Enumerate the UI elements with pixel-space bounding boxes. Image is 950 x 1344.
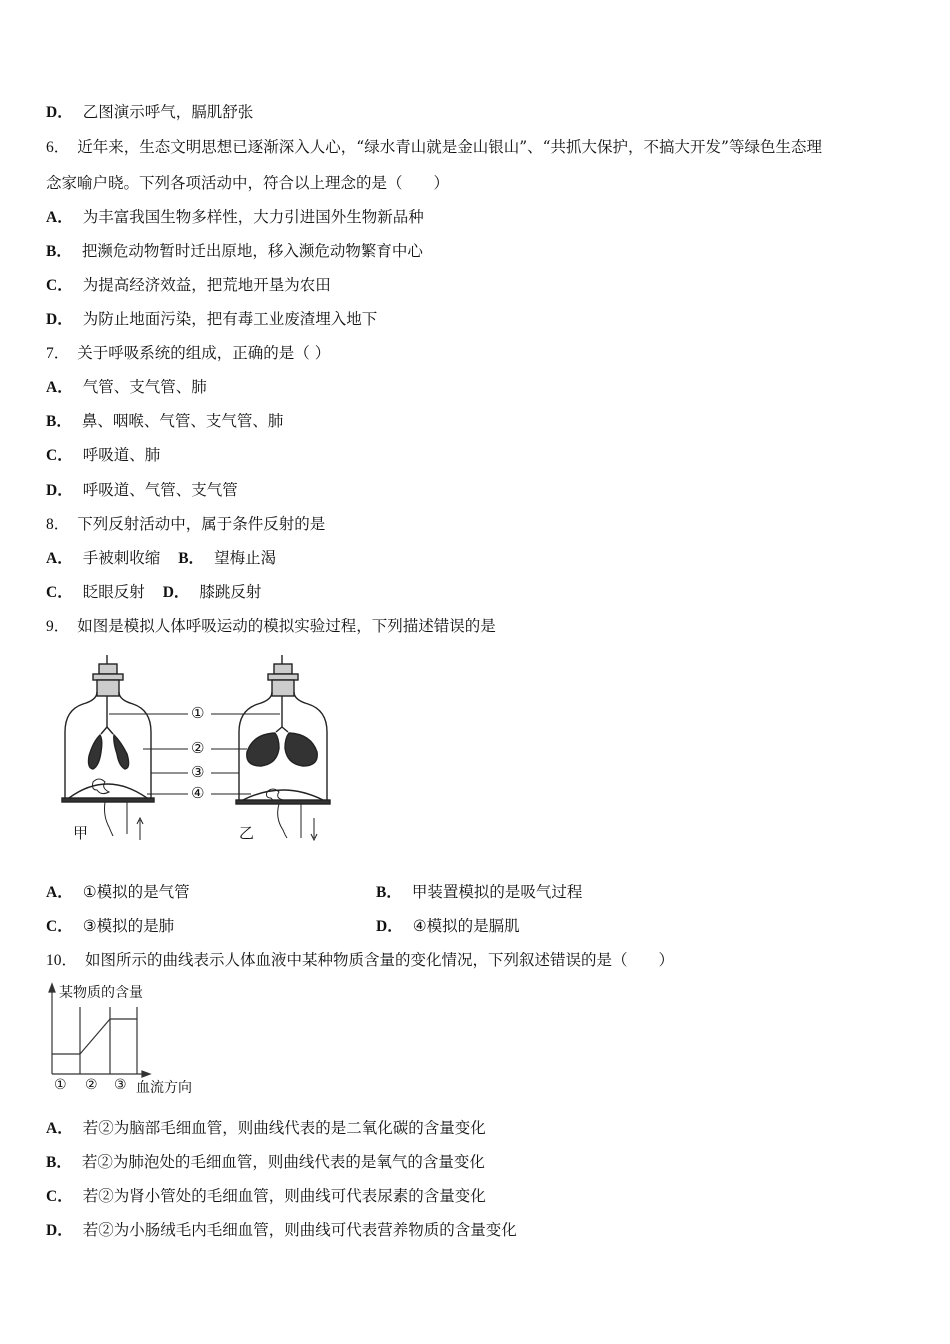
q7-option-b bbox=[46, 411, 283, 432]
option-text: 呼吸道、肺 bbox=[82, 446, 161, 464]
option-text: 眨眼反射 bbox=[82, 583, 145, 601]
label-jia: 甲 bbox=[73, 824, 89, 842]
q6-option-a bbox=[46, 207, 424, 228]
content-graph bbox=[44, 980, 214, 1100]
marker-4: ④ bbox=[191, 784, 205, 802]
q6-option-b bbox=[46, 241, 423, 262]
question-stem-cont: 念家喻户晓。下列各项活动中，符合以上理念的是（ ） bbox=[46, 174, 450, 192]
option-text: 甲装置模拟的是吸气过程 bbox=[411, 883, 583, 901]
q7-option-c bbox=[46, 445, 160, 466]
segment-1: ① bbox=[54, 1077, 67, 1093]
q6-stem-line2 bbox=[46, 173, 449, 193]
marker-3: ③ bbox=[191, 763, 205, 781]
q10-option-b bbox=[46, 1152, 485, 1173]
q6-option-c bbox=[46, 275, 331, 296]
option-text: ④模拟的是膈肌 bbox=[412, 917, 520, 935]
marker-1: ① bbox=[191, 704, 205, 722]
option-letter: D． bbox=[46, 1222, 73, 1239]
option-text: 若②为小肠绒毛内毛细血管，则曲线可代表营养物质的含量变化 bbox=[82, 1221, 517, 1239]
option-letter: A． bbox=[46, 550, 73, 567]
option-text: 鼻、咽喉、气管、支气管、肺 bbox=[81, 412, 284, 430]
segment-2: ② bbox=[85, 1077, 98, 1093]
option-letter: C． bbox=[46, 584, 73, 601]
q10-stem bbox=[46, 950, 674, 971]
option-letter: B． bbox=[46, 413, 72, 430]
option-text: ①模拟的是气管 bbox=[82, 883, 190, 901]
q10-option-c bbox=[46, 1186, 486, 1207]
bell-jar-figure bbox=[55, 652, 345, 852]
question-stem: 下列反射活动中，属于条件反射的是 bbox=[77, 515, 326, 533]
option-letter: C． bbox=[46, 1188, 73, 1205]
label-yi: 乙 bbox=[239, 824, 255, 842]
graph-y-label: 某物质的含量 bbox=[59, 985, 143, 1001]
q6-stem-line1 bbox=[46, 137, 822, 158]
option-text: 为防止地面污染，把有毒工业废渣埋入地下 bbox=[82, 310, 378, 328]
option-text: 把濒危动物暂时迁出原地，移入濒危动物繁育中心 bbox=[81, 242, 423, 260]
option-text: 为丰富我国生物多样性，大力引进国外生物新品种 bbox=[82, 208, 424, 226]
q10-option-a bbox=[46, 1118, 486, 1139]
option-letter: B． bbox=[178, 550, 205, 567]
option-letter: D． bbox=[376, 918, 403, 935]
q8-options-row1 bbox=[46, 548, 276, 569]
option-letter: C． bbox=[46, 918, 73, 935]
marker-2: ② bbox=[191, 739, 205, 757]
question-number: 9． bbox=[46, 618, 70, 635]
q7-option-d bbox=[46, 480, 238, 501]
option-letter: D． bbox=[46, 104, 73, 121]
option-text: 望梅止渴 bbox=[214, 549, 277, 567]
q6-option-d bbox=[46, 309, 377, 330]
option-text: 若②为肾小管处的毛细血管，则曲线可代表尿素的含量变化 bbox=[82, 1187, 486, 1205]
option-letter: A． bbox=[46, 209, 73, 226]
option-letter: B． bbox=[376, 884, 402, 901]
q9-option-d bbox=[376, 916, 520, 937]
question-stem: 如图是模拟人体呼吸运动的模拟实验过程，下列描述错误的是 bbox=[77, 617, 496, 635]
question-stem: 关于呼吸系统的组成，正确的是（ ） bbox=[77, 344, 331, 362]
q7-stem bbox=[46, 343, 330, 364]
option-text: 若②为肺泡处的毛细血管，则曲线代表的是氧气的含量变化 bbox=[81, 1153, 485, 1171]
segment-3: ③ bbox=[114, 1077, 127, 1093]
question-number: 10． bbox=[46, 952, 78, 969]
option-text: 膝跳反射 bbox=[199, 583, 262, 601]
question-number: 7． bbox=[46, 345, 70, 362]
q10-option-d bbox=[46, 1220, 517, 1241]
option-letter: B． bbox=[46, 1154, 72, 1171]
q9-option-c bbox=[46, 916, 174, 937]
option-text: 乙图演示呼气，膈肌舒张 bbox=[82, 103, 254, 121]
option-text: 为提高经济效益，把荒地开垦为农田 bbox=[82, 276, 331, 294]
option-text: ③模拟的是肺 bbox=[82, 917, 175, 935]
option-letter: A． bbox=[46, 379, 73, 396]
option-letter: D． bbox=[46, 482, 73, 499]
option-letter: A． bbox=[46, 884, 73, 901]
question-number: 6． bbox=[46, 139, 70, 156]
graph-x-label: 血流方向 bbox=[136, 1080, 192, 1096]
option-text: 若②为脑部毛细血管，则曲线代表的是二氧化碳的含量变化 bbox=[82, 1119, 486, 1137]
question-stem: 近年来，生态文明思想已逐渐深入人心，“绿水青山就是金山银山”、“共抓大保护，不搞大开发”等绿色生态理 bbox=[77, 138, 822, 156]
option-letter: C． bbox=[46, 447, 73, 464]
q9-stem bbox=[46, 616, 496, 637]
option-text: 呼吸道、气管、支气管 bbox=[82, 481, 238, 499]
q5-option-d bbox=[46, 102, 253, 123]
q9-option-b bbox=[376, 882, 582, 903]
q9-option-a bbox=[46, 882, 190, 903]
question-number: 8． bbox=[46, 516, 70, 533]
q8-stem bbox=[46, 514, 325, 535]
option-text: 气管、支气管、肺 bbox=[82, 378, 207, 396]
option-letter: B． bbox=[46, 243, 72, 260]
q7-option-a bbox=[46, 377, 207, 398]
option-letter: D． bbox=[46, 311, 73, 328]
option-letter: A． bbox=[46, 1120, 73, 1137]
option-letter: C． bbox=[46, 277, 73, 294]
q8-options-row2 bbox=[46, 582, 261, 603]
option-letter: D． bbox=[162, 584, 190, 601]
question-stem: 如图所示的曲线表示人体血液中某种物质含量的变化情况，下列叙述错误的是（ ） bbox=[85, 951, 675, 969]
option-text: 手被刺收缩 bbox=[82, 549, 161, 567]
